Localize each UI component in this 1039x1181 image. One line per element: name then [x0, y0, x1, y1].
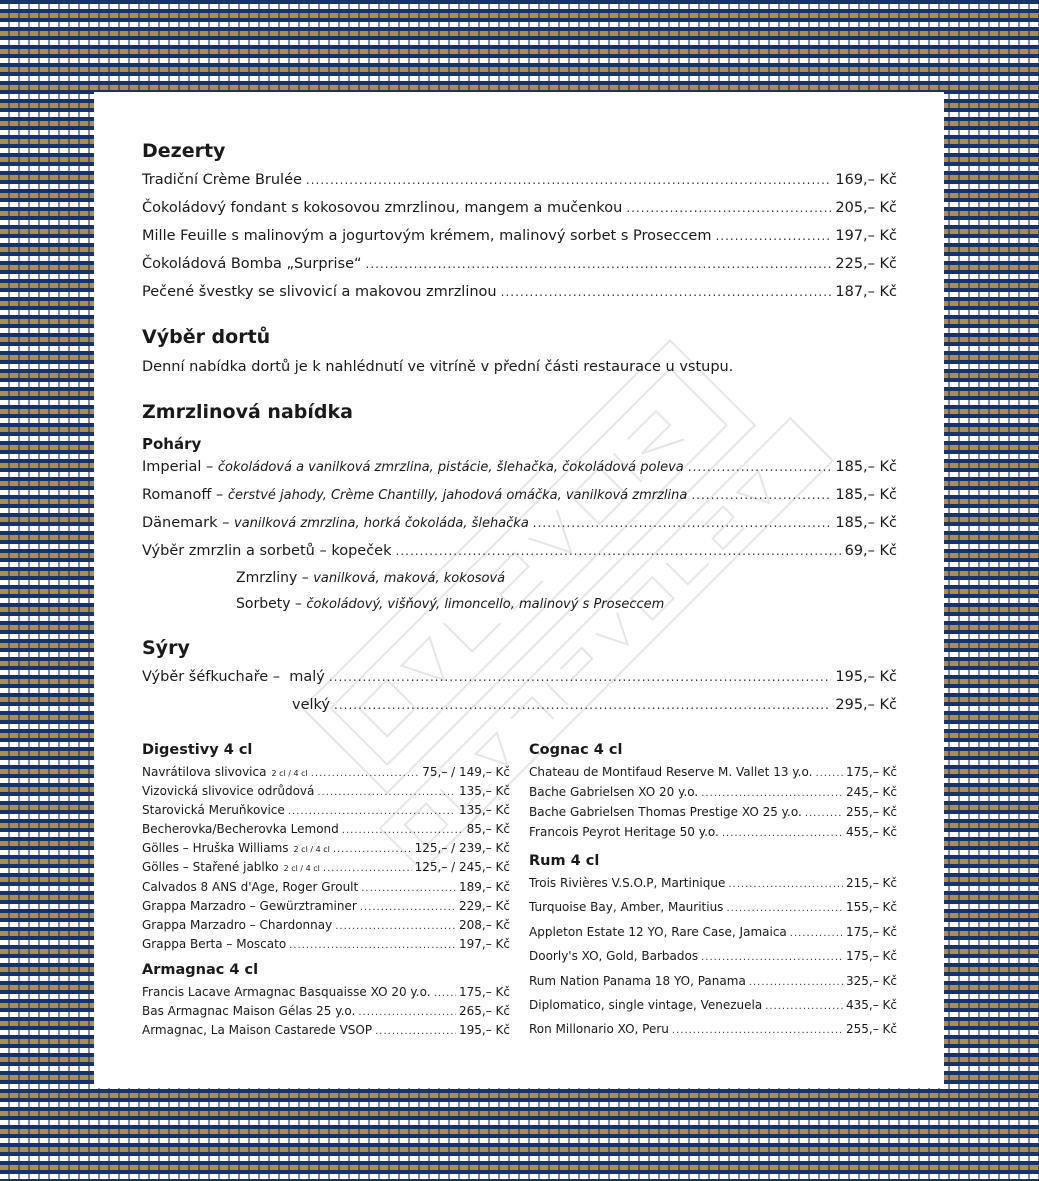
item-name: Grappa Marzadro – Gewürztraminer	[142, 899, 357, 913]
spirit-item	[142, 918, 510, 936]
item-price: 197,– Kč	[835, 228, 897, 244]
dot-leader	[434, 988, 456, 999]
item-price: 175,– Kč	[846, 765, 897, 779]
item-name: Romanoff	[142, 487, 212, 503]
item-price: 185,– Kč	[835, 459, 897, 475]
section-title-rum: Rum 4 cl	[529, 853, 600, 869]
item-price: 255,– Kč	[846, 1022, 897, 1036]
option-separator: –	[297, 570, 314, 586]
dot-leader	[317, 787, 456, 798]
item-name: Bas Armagnac Maison Gélas 25 y.o.	[142, 1004, 356, 1018]
dot-leader	[815, 768, 843, 779]
dot-leader	[691, 488, 831, 502]
item-name: Starovická Meruňkovice	[142, 803, 285, 817]
dot-leader	[701, 952, 843, 963]
spirit-item	[529, 785, 897, 803]
item-price: 135,– Kč	[459, 803, 510, 817]
item-name: Tradiční Crème Brulée	[142, 172, 302, 188]
section-title-dezerty: Dezerty	[142, 140, 226, 162]
item-name: Grappa Marzadro – Chardonnay	[142, 918, 333, 932]
menu-page	[94, 92, 944, 1088]
item-price: 435,– Kč	[846, 998, 897, 1012]
item-price: 69,– Kč	[844, 543, 897, 559]
dot-leader	[334, 698, 831, 712]
menu-item	[292, 697, 897, 719]
section-title-cognac: Cognac 4 cl	[529, 742, 623, 758]
item-name: Francis Lacave Armagnac Basquaisse XO 20 y.o.	[142, 985, 431, 999]
dot-leader	[360, 902, 456, 913]
dot-leader	[726, 903, 843, 914]
item-price: 169,– Kč	[835, 172, 897, 188]
menu-item	[142, 543, 897, 565]
dot-leader	[728, 879, 843, 890]
spirit-item	[142, 1004, 510, 1022]
item-name: Calvados 8 ANS d'Age, Roger Groult	[142, 880, 359, 894]
item-name: Chateau de Montifaud Reserve M. Vallet 13 y.o.	[529, 765, 813, 779]
item-name: Doorly's XO, Gold, Barbados	[529, 949, 699, 963]
item-price: 195,– Kč	[459, 1023, 510, 1037]
dot-leader	[765, 1001, 843, 1012]
item-name: Turquoise Bay, Amber, Mauritius	[529, 900, 724, 914]
spirit-item	[529, 900, 897, 918]
item-name: Gölles – Stařené jablko	[142, 860, 279, 874]
item-description: čokoládová a vanilková zmrzlina, pistácie, šlehačka, čokoládová poleva	[217, 460, 684, 475]
menu-item	[142, 515, 897, 537]
item-price: 175,– Kč	[846, 925, 897, 939]
spirit-item	[529, 949, 897, 967]
ice-cream-option	[236, 596, 664, 612]
dot-leader	[805, 808, 843, 819]
dot-leader	[626, 201, 831, 215]
item-price: 185,– Kč	[835, 487, 897, 503]
menu-item	[142, 459, 897, 481]
section-title-armagnac: Armagnac 4 cl	[142, 962, 259, 978]
dot-leader	[311, 768, 419, 779]
item-price: 155,– Kč	[846, 900, 897, 914]
item-name: velký	[292, 697, 330, 713]
item-name: Francois Peyrot Heritage 50 y.o.	[529, 825, 719, 839]
spirit-item	[529, 765, 897, 783]
dot-leader	[688, 460, 832, 474]
menu-item	[142, 228, 897, 250]
spirit-item	[529, 805, 897, 823]
dot-leader	[396, 544, 841, 558]
spirit-item	[142, 899, 510, 917]
item-name: Výběr zmrzlin a sorbetů – kopeček	[142, 543, 392, 559]
item-name: Dänemark	[142, 515, 218, 531]
item-price: 197,– Kč	[459, 937, 510, 951]
spirit-item	[142, 822, 510, 840]
item-price: 215,– Kč	[846, 876, 897, 890]
menu-item	[142, 669, 897, 691]
section-title-syry: Sýry	[142, 637, 190, 659]
spirit-item	[529, 998, 897, 1016]
dot-leader	[323, 863, 412, 874]
spirit-item	[142, 784, 510, 802]
dot-leader	[306, 173, 831, 187]
item-price: 225,– Kč	[835, 256, 897, 272]
dot-leader	[501, 285, 832, 299]
item-price: 125,– / 245,– Kč	[414, 860, 510, 874]
item-price: 135,– Kč	[459, 784, 510, 798]
item-price: 85,– Kč	[466, 822, 510, 836]
item-price: 208,– Kč	[459, 918, 510, 932]
item-name: Výběr šéfkuchaře – malý	[142, 669, 325, 685]
menu-item	[142, 284, 897, 306]
item-name: Pečené švestky se slivovicí a makovou zmrzlinou	[142, 284, 497, 300]
section-title-digestivy: Digestivy 4 cl	[142, 742, 253, 758]
item-name: Diplomatico, single vintage, Venezuela	[529, 998, 763, 1012]
subsection-title-pohary: Poháry	[142, 435, 202, 453]
dot-leader	[361, 883, 456, 894]
item-price: 295,– Kč	[835, 697, 897, 713]
item-price: 205,– Kč	[835, 200, 897, 216]
item-price: 175,– Kč	[846, 949, 897, 963]
item-name: Vizovická slivovice odrůdová	[142, 784, 315, 798]
item-separator: –	[211, 487, 228, 503]
dot-leader	[701, 788, 843, 799]
dot-leader	[790, 928, 843, 939]
spirit-item	[142, 765, 510, 783]
item-name: Čokoládový fondant s kokosovou zmrzlinou, mangem a mučenkou	[142, 200, 623, 216]
spirit-item	[142, 803, 510, 821]
item-name: Navrátilova slivovica	[142, 765, 267, 779]
menu-item	[142, 172, 897, 194]
item-name: Gölles – Hruška Williams	[142, 841, 289, 855]
section-title-zmrzlina: Zmrzlinová nabídka	[142, 401, 353, 423]
item-volume: 2 cl / 4 cl	[293, 845, 330, 854]
spirit-item	[142, 1023, 510, 1041]
dot-leader	[722, 828, 843, 839]
item-price: 75,– / 149,– Kč	[422, 765, 510, 779]
menu-item	[142, 256, 897, 278]
dot-leader	[342, 825, 464, 836]
dot-leader	[333, 844, 412, 855]
dot-leader	[715, 229, 831, 243]
item-name: Čokoládová Bomba „Surprise“	[142, 256, 362, 272]
spirit-item	[142, 841, 510, 859]
item-name: Becherovka/Becherovka Lemond	[142, 822, 339, 836]
item-name: Grappa Berta – Moscato	[142, 937, 287, 951]
item-description: vanilková zmrzlina, horká čokoláda, šlehačka	[234, 516, 529, 531]
item-name: Trois Rivières V.S.O.P, Martinique	[529, 876, 726, 890]
item-price: 325,– Kč	[846, 974, 897, 988]
item-name: Bache Gabrielsen XO 20 y.o.	[529, 785, 699, 799]
spirit-item	[529, 974, 897, 992]
dot-leader	[366, 257, 832, 271]
item-price: 125,– / 239,– Kč	[414, 841, 510, 855]
option-separator: –	[290, 596, 307, 612]
item-price: 185,– Kč	[835, 515, 897, 531]
item-name: Appleton Estate 12 YO, Rare Case, Jamaica	[529, 925, 787, 939]
spirit-item	[142, 880, 510, 898]
menu-item	[142, 487, 897, 509]
spirit-item	[142, 937, 510, 955]
item-price: 245,– Kč	[846, 785, 897, 799]
dot-leader	[288, 806, 456, 817]
item-description: čerstvé jahody, Crème Chantilly, jahodová omáčka, vanilková zmrzlina	[227, 488, 688, 503]
item-price: 455,– Kč	[846, 825, 897, 839]
spirit-item	[529, 825, 897, 843]
item-price: 187,– Kč	[835, 284, 897, 300]
option-description: vanilková, maková, kokosová	[313, 571, 506, 586]
dot-leader	[289, 940, 456, 951]
option-name: Zmrzliny	[236, 570, 298, 586]
ice-cream-option	[236, 570, 505, 586]
option-name: Sorbety	[236, 596, 291, 612]
dot-leader	[533, 516, 832, 530]
dot-leader	[749, 977, 843, 988]
item-volume: 2 cl / 4 cl	[283, 864, 320, 873]
item-price: 265,– Kč	[459, 1004, 510, 1018]
dorty-text: Denní nabídka dortů je k nahlédnutí ve vitríně v přední části restaurace u vstupu.	[142, 359, 734, 375]
spirit-item	[142, 860, 510, 878]
section-title-dorty: Výběr dortů	[142, 326, 271, 348]
option-description: čokoládový, višňový, limoncello, malinový s Proseccem	[306, 597, 665, 612]
item-price: 195,– Kč	[835, 669, 897, 685]
item-price: 229,– Kč	[459, 899, 510, 913]
spirit-item	[142, 985, 510, 1003]
item-separator: –	[201, 459, 218, 475]
menu-item	[142, 200, 897, 222]
item-volume: 2 cl / 4 cl	[271, 769, 308, 778]
spirit-item	[529, 876, 897, 894]
item-separator: –	[217, 515, 234, 531]
item-name: Ron Millonario XO, Peru	[529, 1022, 669, 1036]
item-name: Mille Feuille s malinovým a jogurtovým krémem, malinový sorbet s Proseccem	[142, 228, 712, 244]
dot-leader	[358, 1007, 456, 1018]
item-name: Rum Nation Panama 18 YO, Panama	[529, 974, 746, 988]
spirit-item	[529, 1022, 897, 1040]
dot-leader	[672, 1025, 843, 1036]
spirit-item	[529, 925, 897, 943]
item-name: Armagnac, La Maison Castarede VSOP	[142, 1023, 373, 1037]
dot-leader	[335, 921, 456, 932]
item-name: Bache Gabrielsen Thomas Prestige XO 25 y.o.	[529, 805, 802, 819]
item-price: 189,– Kč	[459, 880, 510, 894]
item-price: 175,– Kč	[459, 985, 510, 999]
dot-leader	[329, 670, 832, 684]
item-price: 255,– Kč	[846, 805, 897, 819]
item-name: Imperial	[142, 459, 202, 475]
dot-leader	[375, 1026, 456, 1037]
